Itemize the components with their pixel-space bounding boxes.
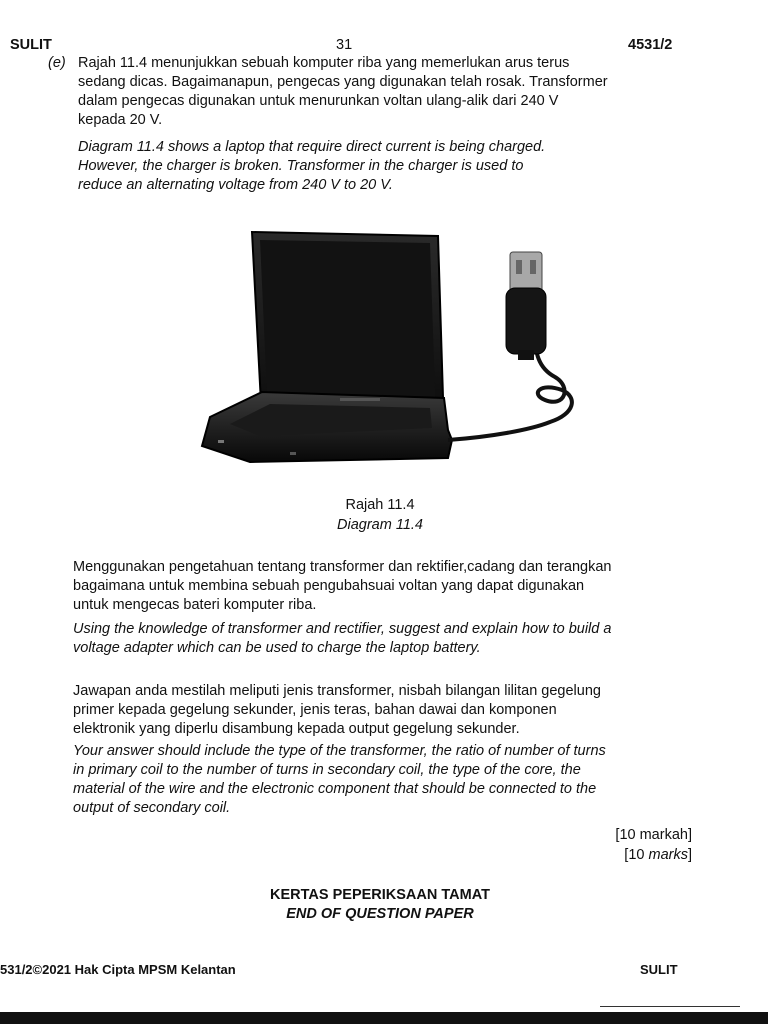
text-line: voltage adapter which can be used to charge the laptop battery.: [73, 640, 481, 656]
marks-open: [10: [624, 847, 649, 863]
text-line: Using the knowledge of transformer and rectifier, suggest and explain how to build a: [73, 621, 612, 637]
paper-code: 4531/2: [628, 37, 673, 53]
text-line: sedang dicas. Bagaimanapun, pengecas yang digunakan telah rosak. Transformer: [78, 74, 608, 90]
laptop-charger-image: [190, 222, 590, 472]
charger-adapter: [506, 252, 546, 360]
header-classification: SULIT: [10, 37, 52, 53]
text-line: material of the wire and the electronic component that should be connected to the: [73, 781, 597, 797]
footer-copyright: 531/2©2021 Hak Cipta MPSM Kelantan: [0, 962, 236, 977]
marks-word: marks: [648, 847, 688, 863]
text-line: However, the charger is broken. Transformer in the charger is used to: [78, 158, 524, 174]
requirements-english: [73, 742, 693, 818]
laptop-base: [202, 392, 452, 462]
question-intro-english: [78, 138, 698, 195]
footer-divider: [600, 1006, 740, 1007]
text-line: bagaimana untuk membina sebuah pengubahsuai voltan yang dapat digunakan: [73, 578, 585, 594]
question-intro-malay: [78, 54, 698, 130]
text-line: Your answer should include the type of the transformer, the ratio of number of turns: [73, 743, 606, 759]
task-english: [73, 620, 693, 658]
text-line: reduce an alternating voltage from 240 V to 20 V.: [78, 177, 393, 193]
text-line: elektronik yang diperlu disambung kepada output gegelung sekunder.: [73, 721, 520, 737]
question-label: (e): [48, 55, 66, 71]
figure-caption-english: Diagram 11.4: [337, 517, 423, 533]
text-line: kepada 20 V.: [78, 112, 163, 128]
marks-english: [600, 846, 692, 865]
text-line: dalam pengecas digunakan untuk menurunkan voltan ulang-alik dari 240 V: [78, 93, 559, 109]
scan-edge-bar: [0, 1012, 768, 1024]
footer-classification: SULIT: [640, 962, 678, 977]
task-malay: [73, 558, 693, 615]
text-line: in primary coil to the number of turns in secondary coil, the type of the core, the: [73, 762, 581, 778]
text-line: untuk mengecas bateri komputer riba.: [73, 597, 317, 613]
page-number: 31: [336, 37, 353, 53]
text-line: output of secondary coil.: [73, 800, 231, 816]
marks-malay: [10 markah]: [615, 827, 692, 843]
end-of-paper-english: END OF QUESTION PAPER: [286, 906, 474, 922]
text-line: Jawapan anda mestilah meliputi jenis transformer, nisbah bilangan lilitan gegelung: [73, 683, 601, 699]
text-line: Menggunakan pengetahuan tentang transformer dan rektifier,cadang dan terangkan: [73, 559, 612, 575]
end-of-paper-malay: KERTAS PEPERIKSAAN TAMAT: [270, 887, 490, 903]
text-line: Rajah 11.4 menunjukkan sebuah komputer riba yang memerlukan arus terus: [78, 55, 570, 71]
requirements-malay: [73, 682, 693, 739]
figure-caption-malay: Rajah 11.4: [345, 497, 415, 513]
text-line: Diagram 11.4 shows a laptop that require direct current is being charged.: [78, 139, 546, 155]
marks-close: ]: [687, 847, 692, 863]
text-line: primer kepada gegelung sekunder, jenis teras, bahan dawai dan komponen: [73, 702, 557, 718]
